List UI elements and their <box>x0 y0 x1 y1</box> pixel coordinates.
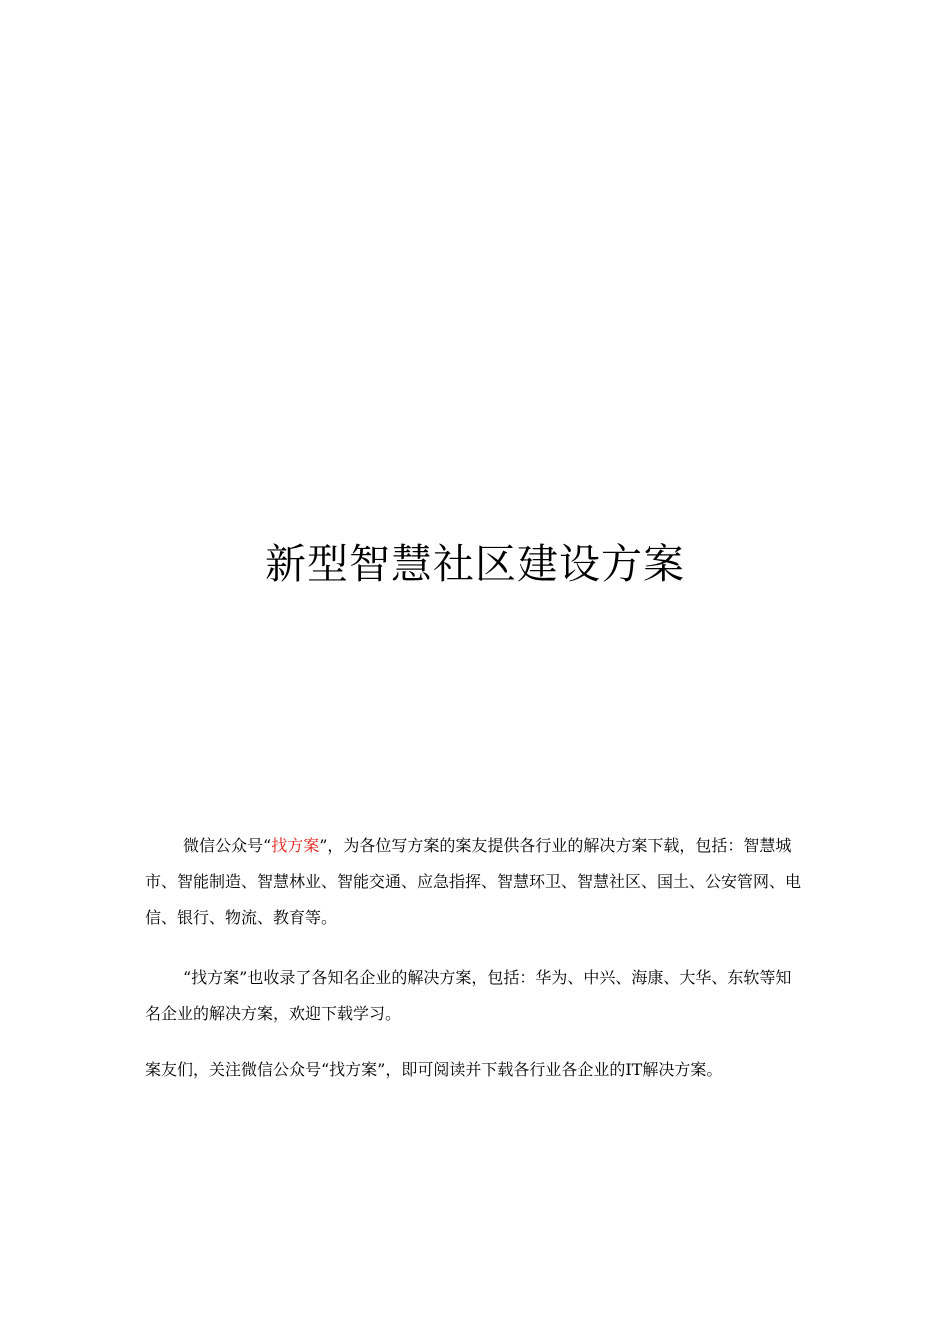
intro-prefix: 微信公众号“ <box>183 836 272 855</box>
enterprise-paragraph: “找方案”也收录了各知名企业的解决方案，包括：华为、中兴、海康、大华、东软等知名企业的解决方案，欢迎下载学习。 <box>145 968 792 1023</box>
intro-paragraph <box>145 828 805 936</box>
intro-suffix: ”，为各位写方案的案友提供各行业的解决方案下载，包括：智慧城市、智能制造、智慧林业、智能交通、应急指挥、智慧环卫、智慧社区、国土、公安管网、电信、银行、物流、教育等。 <box>145 836 802 927</box>
follow-paragraph: 案友们，关注微信公众号“找方案”，即可阅读并下载各行业各企业的IT解决方案。 <box>145 1060 723 1079</box>
account-name-highlight: 找方案 <box>271 836 320 855</box>
document-title: 新型智慧社区建设方案 <box>265 540 685 588</box>
